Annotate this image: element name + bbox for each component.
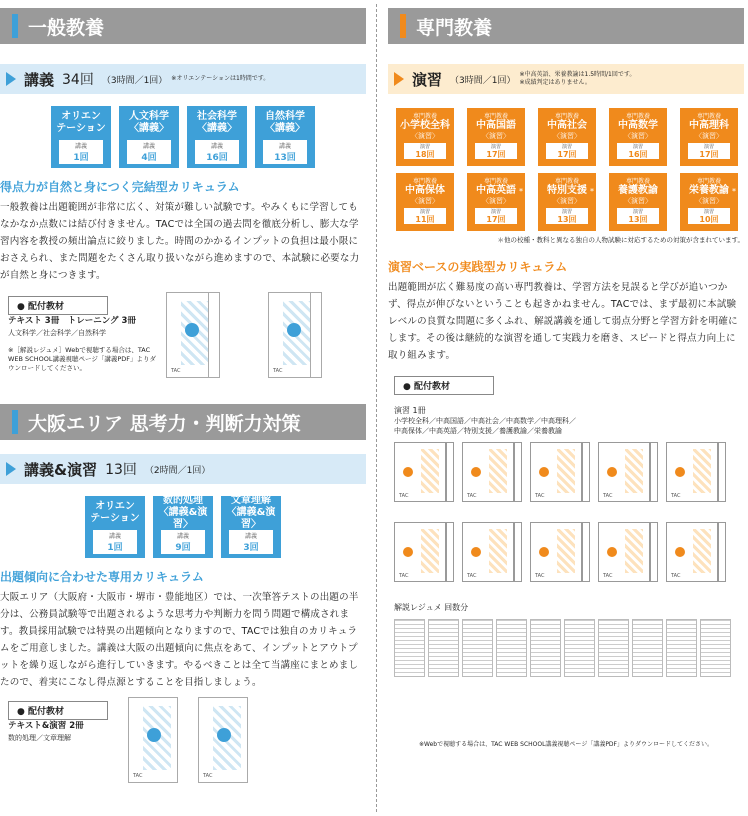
exercise-book-grid: [388, 442, 744, 592]
card-title: [153, 495, 213, 530]
card-title: [197, 110, 237, 136]
resume-label: 解説レジュメ 回数分: [394, 603, 469, 612]
resume-document: [496, 619, 527, 677]
subheader-notes: [519, 71, 635, 87]
card-subject: 中高保体: [405, 185, 445, 196]
session-type: 講義: [244, 533, 257, 540]
exercise-book-spine: [718, 522, 726, 582]
exercise-book-cover: [394, 442, 446, 502]
session-type: 講義: [74, 143, 87, 150]
exercise-book-spine: [650, 522, 658, 582]
material-line2: 人文科学／社会科学／自然科学: [8, 329, 106, 337]
textbook-spine: [208, 292, 220, 378]
specialized-course-card: [467, 108, 525, 166]
session-count-box: [546, 208, 588, 224]
session-count: 13回: [274, 153, 296, 163]
session-count-box: [404, 208, 446, 224]
material-line2: 小学校全科／中高国語／中高社会／中高数学／中高理科／: [394, 417, 576, 425]
session-type: 演習: [632, 208, 643, 215]
section-title-text: 大阪エリア 思考力・判断力対策: [28, 412, 301, 435]
specialized-heading: 演習ベースの実践型カリキュラム: [388, 260, 568, 274]
card-tag: 専門教養: [483, 113, 508, 120]
exercise-book-cover: [530, 442, 582, 502]
publisher-logo: TAC: [603, 573, 613, 579]
session-count-box: [59, 140, 103, 164]
specialized-body: 出題範囲が広く難易度の高い専門教養は、学習方法を見誤ると学びが追いつかず、得点が伸びないということも起きかねません。TACでは、まず最初に本試験レベルの良質な問題に多くふれ、解説講義を通して弱点分野と学習方針を明確にします。その後は継続的な演習を通して実践力を磨き、スピードと得点力向上に取り組みます。: [388, 282, 738, 361]
publisher-logo: TAC: [535, 493, 545, 499]
session-type: 演習: [561, 208, 572, 215]
session-count-box: [688, 143, 730, 159]
resume-doc-grid: [388, 619, 744, 689]
resume-document: [394, 619, 425, 677]
triangle-icon: [6, 72, 16, 86]
exercise-book-cover: [462, 442, 514, 502]
footer-note: ※Webで視聴する場合は、TAC WEB SCHOOL講義視聴ページ「講義PDF」よりダウンロードしてください。: [418, 741, 714, 748]
general-body: 一般教養は出題範囲が非常に広く、対策が難しい試験です。やみくもに学習してもなかなか点数には結び付きません。TACでは全国の過去問を徹底分析し、膨大な学習内容を教授の頻出論点に絞りました。時間のかかるインプットの負担は最小限におさえられ、また問題をたくさん取り扱いながら進めますので、本試験に必要な力が自然と身につきます。: [0, 202, 360, 281]
card-tag: 専門教養: [696, 113, 721, 120]
card-title-line2: テーション: [56, 123, 106, 134]
session-count-box: [617, 143, 659, 159]
textbook-cover: [198, 697, 248, 783]
session-type: 講義: [210, 143, 223, 150]
card-title: [56, 110, 106, 136]
card-title-line1: 人文科学: [129, 111, 169, 122]
subheader-main: 講義&演習: [24, 460, 98, 479]
card-title-line2: 〈講義&演習〉: [226, 507, 276, 530]
session-count: 17回: [557, 149, 577, 159]
material-line3: 中高保体／中高英語／特別支援／養護教諭／栄養教諭: [394, 427, 562, 435]
session-count: 11回: [415, 214, 435, 224]
session-count: 3回: [243, 543, 259, 553]
osaka-body: 大阪エリア（大阪府・大阪市・堺市・豊能地区）では、一次筆答テストの出題の半分は、公務員試験等で出題されるような思考力や判断力を問う問題で構成されます。教員採用試験では特異の出題傾向となりますので、TACでは独自のカリキュラムをご用意しました。講義は大阪の出題傾向に焦点をあて、インプットとアウトプットを繰り返しながら進行していきます。やるべきことは全て当講座にまとめましたので、着実にこなし得点源とすることを目指しましょう。: [0, 592, 359, 688]
session-count-box: [475, 208, 517, 224]
osaka-course-cards: [0, 496, 366, 558]
publisher-logo: TAC: [535, 573, 545, 579]
exercise-book-cover: [598, 522, 650, 582]
specialized-course-card: [396, 108, 454, 166]
card-title: [265, 110, 305, 136]
title-accent-bar: [12, 14, 18, 38]
card-type: 〈演習〉: [695, 197, 723, 205]
card-title-line1: オリエン: [61, 111, 101, 122]
card-title: [221, 495, 281, 530]
subheader-detail: （3時間／1回）: [450, 75, 516, 86]
star-mark: *: [590, 187, 594, 196]
session-count: 17回: [486, 149, 506, 159]
exercise-book-spine: [514, 522, 522, 582]
left-column: [0, 0, 366, 787]
specialized-course-card: [680, 108, 738, 166]
session-count: 16回: [206, 153, 228, 163]
session-count: 4回: [141, 153, 157, 163]
general-course-cards: [0, 106, 366, 168]
exercise-book-spine: [650, 442, 658, 502]
course-card: [153, 496, 213, 558]
session-count-box: [195, 140, 239, 164]
lecture-subheader: [0, 64, 366, 94]
column-divider: [376, 4, 377, 812]
lecture-exercise-subheader: [0, 454, 366, 484]
exercise-book-cover: [530, 522, 582, 582]
exercise-book-cover: [394, 522, 446, 582]
session-type: 演習: [490, 208, 501, 215]
specialized-course-card: [538, 173, 596, 231]
publisher-logo: TAC: [603, 493, 613, 499]
publisher-logo: TAC: [467, 573, 477, 579]
session-count: 17回: [699, 149, 719, 159]
exercise-book-spine: [582, 442, 590, 502]
card-type: 〈演習〉: [624, 132, 652, 140]
section-title-text: 専門教養: [416, 16, 493, 39]
material-note: ※［解説レジュメ］Webで視聴する場合は、TAC WEB SCHOOL講義視聴ページ「講義PDF」よりダウンロードしてください。: [8, 346, 156, 372]
card-title-line2: 〈講義&演習〉: [158, 507, 208, 530]
card-subject: 中高社会: [547, 120, 587, 131]
publisher-logo: TAC: [467, 493, 477, 499]
triangle-icon: [6, 462, 16, 476]
resume-document: [428, 619, 459, 677]
session-count-box: [161, 530, 205, 554]
card-subject: 小学校全科: [400, 120, 450, 131]
osaka-material-block: [0, 697, 366, 787]
session-count: 1回: [73, 153, 89, 163]
subheader-note1: ※中高英語、栄養教諭は1.5時間/1回です。: [519, 71, 636, 78]
publisher-logo: TAC: [399, 573, 409, 579]
resume-document: [530, 619, 561, 677]
session-type: 講義: [176, 533, 189, 540]
session-count-box: [229, 530, 273, 554]
card-type: 〈演習〉: [553, 197, 581, 205]
session-count: 17回: [486, 214, 506, 224]
session-type: 講義: [278, 143, 291, 150]
specialized-course-card: [467, 173, 525, 231]
card-title-line1: オリエン: [95, 501, 135, 512]
card-type: 〈演習〉: [482, 132, 510, 140]
subheader-detail: （2時間／1回）: [144, 465, 211, 476]
session-type: 講義: [142, 143, 155, 150]
session-count: 13回: [628, 214, 648, 224]
card-title-line2: 〈講義〉: [197, 123, 237, 134]
session-count-box: [127, 140, 171, 164]
general-material-block: [0, 292, 366, 390]
general-section-title: [0, 8, 366, 44]
course-card: [187, 106, 247, 168]
card-subject: 中高数学: [618, 120, 658, 131]
resume-document: [598, 619, 629, 677]
session-count: 9回: [175, 543, 191, 553]
material-line2: 数的処理／文章理解: [8, 734, 71, 742]
session-count: 1回: [107, 543, 123, 553]
card-title-line2: テーション: [90, 513, 140, 524]
card-title-line2: 〈講義〉: [265, 123, 305, 134]
star-note: ＊他の校種・教科と異なる独自の人物試験に対応するための対策が含まれています。: [497, 236, 744, 244]
session-count-box: [404, 143, 446, 159]
exercise-book-cover: [666, 442, 718, 502]
session-count: 10回: [699, 214, 719, 224]
subheader-detail: （3時間／1回）: [101, 75, 168, 86]
material-line1: 演習 1冊: [394, 406, 426, 415]
card-tag: 専門教養: [554, 178, 579, 185]
star-mark: *: [732, 187, 736, 196]
osaka-section-title: [0, 404, 366, 440]
session-type: 演習: [490, 143, 501, 150]
textbook-cover: [128, 697, 178, 783]
publisher-logo: TAC: [399, 493, 409, 499]
card-subject: 中高英語: [476, 185, 516, 196]
triangle-icon: [394, 72, 404, 86]
card-tag: 専門教養: [412, 178, 437, 185]
card-title-line1: 数的処理: [163, 495, 203, 506]
card-tag: 専門教養: [483, 178, 508, 185]
card-type: 〈演習〉: [482, 197, 510, 205]
subheader-count: 13回: [105, 462, 137, 478]
specialized-course-card: [680, 173, 738, 231]
exercise-book-spine: [446, 522, 454, 582]
material-line1: テキスト&演習 2冊: [8, 721, 84, 731]
publisher-logo: TAC: [171, 368, 181, 374]
card-title: [129, 110, 169, 136]
session-count-box: [617, 208, 659, 224]
publisher-logo: TAC: [133, 773, 143, 779]
exercise-subheader: [388, 64, 744, 94]
publisher-logo: TAC: [671, 573, 681, 579]
session-type: 演習: [703, 143, 714, 150]
session-count: 13回: [557, 214, 577, 224]
card-subject: 養護教諭: [618, 185, 658, 196]
resume-document: [632, 619, 663, 677]
card-subject: 栄養教諭: [689, 185, 729, 196]
card-tag: 専門教養: [554, 113, 579, 120]
specialized-section-title: [388, 8, 744, 44]
publisher-logo: TAC: [671, 493, 681, 499]
subheader-count: 34回: [62, 72, 94, 88]
card-tag: 専門教養: [696, 178, 721, 185]
session-count-box: [263, 140, 307, 164]
resume-document: [462, 619, 493, 677]
card-type: 〈演習〉: [624, 197, 652, 205]
material-header: ● 配付教材: [8, 701, 108, 720]
card-type: 〈演習〉: [553, 132, 581, 140]
card-title: [90, 500, 140, 526]
session-type: 演習: [703, 208, 714, 215]
session-count-box: [475, 143, 517, 159]
card-title-line1: 文章理解: [231, 495, 271, 506]
course-card: [85, 496, 145, 558]
subheader-main: 講義: [24, 70, 55, 89]
title-accent-bar: [400, 14, 406, 38]
session-type: 演習: [419, 143, 430, 150]
material-line1: テキスト 3冊 トレーニング 3冊: [8, 316, 136, 326]
card-type: 〈演習〉: [411, 132, 439, 140]
specialized-course-card: [538, 108, 596, 166]
session-count-box: [546, 143, 588, 159]
material-header: ● 配付教材: [8, 296, 108, 315]
specialized-course-card: [609, 108, 667, 166]
subheader-note2: ※成績判定はありません。: [519, 79, 591, 86]
session-type: 演習: [561, 143, 572, 150]
course-card: [51, 106, 111, 168]
exercise-book-spine: [446, 442, 454, 502]
card-tag: 専門教養: [625, 178, 650, 185]
star-mark: *: [519, 187, 523, 196]
section-title-text: 一般教養: [28, 16, 105, 39]
session-type: 演習: [632, 143, 643, 150]
exercise-book-spine: [582, 522, 590, 582]
card-title-line2: 〈講義〉: [129, 123, 169, 134]
subheader-main: 演習: [412, 70, 443, 89]
card-title-line1: 自然科学: [265, 111, 305, 122]
general-heading: 得点力が自然と身につく完結型カリキュラム: [0, 180, 240, 194]
title-accent-bar: [12, 410, 18, 434]
material-header: ● 配付教材: [394, 376, 494, 395]
subheader-note: ※オリエンテーションは1時間です。: [171, 75, 270, 82]
course-card: [221, 496, 281, 558]
publisher-logo: TAC: [273, 368, 283, 374]
specialized-course-card: [609, 173, 667, 231]
course-card: [119, 106, 179, 168]
session-count-box: [93, 530, 137, 554]
right-column: [388, 0, 744, 748]
exercise-book-spine: [718, 442, 726, 502]
card-type: 〈演習〉: [411, 197, 439, 205]
exercise-book-cover: [598, 442, 650, 502]
course-card: [255, 106, 315, 168]
exercise-book-spine: [514, 442, 522, 502]
card-subject: 特別支援: [547, 185, 587, 196]
osaka-heading: 出題傾向に合わせた専用カリキュラム: [0, 570, 204, 584]
specialized-course-card: [396, 173, 454, 231]
session-count-box: [688, 208, 730, 224]
card-subject: 中高国語: [476, 120, 516, 131]
card-type: 〈演習〉: [695, 132, 723, 140]
card-tag: 専門教養: [412, 113, 437, 120]
card-title-line1: 社会科学: [197, 111, 237, 122]
specialized-course-cards: [388, 108, 744, 231]
session-count: 16回: [628, 149, 648, 159]
resume-document: [564, 619, 595, 677]
resume-document: [700, 619, 731, 677]
training-book-spine: [310, 292, 322, 378]
session-count: 18回: [415, 149, 435, 159]
resume-document: [666, 619, 697, 677]
exercise-book-cover: [462, 522, 514, 582]
session-type: 演習: [419, 208, 430, 215]
card-subject: 中高理科: [689, 120, 729, 131]
session-type: 講義: [108, 533, 121, 540]
card-tag: 専門教養: [625, 113, 650, 120]
publisher-logo: TAC: [203, 773, 213, 779]
exercise-book-cover: [666, 522, 718, 582]
